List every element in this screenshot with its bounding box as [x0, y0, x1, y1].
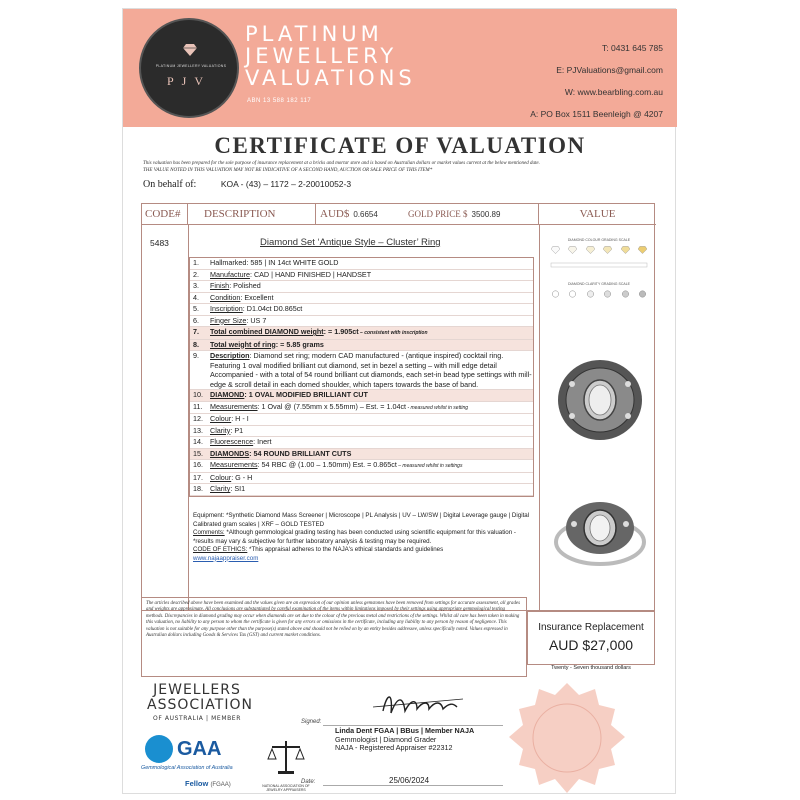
- disclaimer: [143, 160, 663, 174]
- abn-number: ABN 13 588 182 117: [247, 98, 312, 104]
- signed-label: Signed:: [301, 719, 322, 725]
- assoc-line: OF AUSTRALIA | MEMBER: [153, 715, 241, 722]
- pjv-logo: [139, 18, 239, 118]
- logo-text: PLATINUM JEWELLERY VALUATIONS: [155, 64, 227, 68]
- grader-details: [335, 727, 474, 753]
- gold-label: GOLD PRICE $: [408, 209, 468, 219]
- diamond-icon: [183, 44, 197, 56]
- assoc-line: ASSOCIATION: [147, 697, 253, 713]
- grading-scales: [549, 238, 649, 323]
- website: W: www.bearbling.com.au: [564, 87, 663, 97]
- diamond-icon: [586, 290, 595, 298]
- date-line: [323, 785, 503, 786]
- naja-caption: NATIONAL ASSOCIATION OF JEWELRY APPRAISERS: [262, 784, 310, 792]
- list-item: 17. Colour: G - H: [190, 473, 533, 485]
- diamond-icon: [551, 246, 560, 254]
- behalf-label: On behalf of:: [143, 179, 197, 190]
- assoc-line: JEWELLERS: [153, 682, 241, 698]
- email: E: PJValuations@gmail.com: [556, 65, 663, 75]
- list-item: 4. Condition: Excellent: [190, 293, 533, 305]
- list-item: 9. Description: Diamond set ring; modern CAD manufactured - (antique inspired) cocktail ring. Featuring 1 oval modified brilliant cut diamond, set in bezel a setting – with mill edge detail Accompanied - with a total of 54 round brilliant cut diamonds, each set-in bead type settings with mill-edge & scroll detail in each domed shoulder, which tapers towards the base of band.: [190, 351, 533, 390]
- list-item: 18. Clarity: SI1: [190, 484, 533, 496]
- col-gold-price: [404, 204, 539, 225]
- comments: Comments: *Although gemmological grading testing has been conducted using scientific equipment for this valuation - *results may vary & subjective for further laboratory analysis & testing may be required.: [193, 529, 516, 545]
- insurance-box: [527, 611, 655, 665]
- diamond-icon: [638, 246, 647, 254]
- insurance-label: Insurance Replacement: [538, 622, 644, 633]
- behalf-ref: KOA - (43) – 1172 – 2-20010052-3: [220, 179, 352, 189]
- equipment-notes: [193, 512, 533, 563]
- code-of-ethics: CODE OF ETHICS: *This appraisal adheres to the NAJA's ethical standards and guidelines: [193, 546, 444, 553]
- diamond-icon: [586, 246, 595, 254]
- insurance-words: Twenty - Seven thousand dollars: [551, 665, 631, 671]
- brand-name: [245, 23, 416, 89]
- diamond-icon: [638, 290, 647, 298]
- diamond-icon: [568, 290, 577, 298]
- brand-line: VALUATIONS: [245, 66, 416, 90]
- jewellers-association-logo: [147, 682, 253, 722]
- item-code: 5483: [150, 238, 169, 248]
- on-behalf-of: [143, 179, 351, 190]
- col-aud: [316, 204, 404, 225]
- column-divider: [539, 225, 540, 611]
- grader-role: Gemmologist | Diamond Grader: [335, 734, 437, 744]
- list-item: 5. Inscription: D1.04ct D0.865ct: [190, 304, 533, 316]
- valuation-table: [141, 203, 655, 611]
- signature: [313, 687, 483, 721]
- date-label: Date:: [301, 779, 316, 785]
- list-item: 8. Total weight of ring: = 5.85 grams: [190, 340, 533, 352]
- date-value: 25/06/2024: [389, 776, 430, 785]
- header-banner: [123, 9, 677, 127]
- gold-value: 3500.89: [471, 210, 501, 219]
- diamond-icon: [568, 246, 577, 254]
- scale-bar: [549, 261, 649, 271]
- ring-photo-top: [554, 354, 646, 446]
- contact-block: [530, 37, 663, 125]
- diamond-icon: [603, 290, 612, 298]
- brand-line: PLATINUM: [245, 22, 383, 46]
- certificate-page: [122, 8, 676, 794]
- equipment-line: Equipment: *Synthetic Diamond Mass Screener | Microscope | PL Analysis | UV – LW/SW | Digital Leverage gauge | Digital Calibrated gram scales | XRF – GOLD TESTED: [193, 512, 530, 528]
- pjv-seal-stamp: [507, 681, 627, 797]
- list-item: 3. Finish: Polished: [190, 281, 533, 293]
- gaa-emblem-icon: [145, 735, 173, 763]
- list-item: 2. Manufacture: CAD | HAND FINISHED | HANDSET: [190, 270, 533, 282]
- list-item: 7. Total combined DIAMOND weight: = 1.905ct – consistent with inscription: [190, 327, 533, 340]
- list-item: 14. Fluorescence: Inert: [190, 437, 533, 449]
- colour-scale: [551, 246, 647, 254]
- naja-link[interactable]: www.najaappraiser.com: [193, 554, 259, 562]
- col-description: DESCRIPTION: [188, 204, 316, 225]
- list-item: 16. Measurements: 54 RBC @ (1.00 – 1.50mm) Est. = 0.865ct – measured whilst in settings: [190, 460, 533, 473]
- diamond-icon: [621, 246, 630, 254]
- diamond-icon: [603, 246, 612, 254]
- scales-icon: [266, 737, 306, 777]
- description-list: [189, 257, 534, 497]
- ring-photo-side: [554, 494, 646, 586]
- col-value: VALUE: [539, 204, 656, 225]
- grader-name: Linda Dent FGAA | BBus | Member NAJA: [335, 726, 475, 735]
- address: A: PO Box 1511 Beenleigh @ 4207: [530, 109, 663, 119]
- diamond-icon: [621, 290, 630, 298]
- list-item: 15. DIAMONDS: 54 ROUND BRILLIANT CUTS: [190, 449, 533, 461]
- brand-line: JEWELLERY: [245, 44, 398, 68]
- insurance-amount: AUD $27,000: [548, 637, 634, 653]
- list-item: 10. DIAMOND: 1 OVAL MODIFIED BRILLIANT CUT: [190, 390, 533, 402]
- disclaimer-line: THE VALUE NOTED IN THIS VALUATION MAY NOT BE INDICATIVE OF A SECOND HAND, AUCTION OR SALE PRICE OF THIS ITEM*: [143, 168, 433, 173]
- item-title: Diamond Set ‘Antique Style – Cluster’ Ring: [260, 237, 441, 248]
- terms-text: The articles described above have been examined and the values given are an expression of our opinion unless gemstones have been removed from settings for accurate assessment, all grades and weights are approximate. All conclusions are substantiated by careful examination of the items within limitations imposed by their settings using appropriate gemmological testing methods. Discrepancies in diamond grading may occur when diamonds are set due to the colour of the precious metal and restrictions of the settings. Whilst all care has been taken in making this valuation, no liability to any person to whom the certificate is given for any errors or omissions in the certificate, including any liability to any person by reason of negligence. This valuation is not suitable for any purpose other than the purpose(s) stated above and should not be relied on by an entity besides addressee, unless specifically noted. Values expressed in Australian dollars including Goods & Services Tax (GST) and current market conditions.: [141, 597, 527, 677]
- diamond-icon: [551, 290, 560, 298]
- phone: T: 0431 645 785: [602, 43, 663, 53]
- list-item: 12. Colour: H - I: [190, 414, 533, 426]
- aud-label: AUD$: [320, 208, 350, 220]
- gaa-subtitle: Gemmological Association of Australia: [141, 765, 233, 771]
- list-item: 13. Clarity: P1: [190, 426, 533, 438]
- list-item: 1. Hallmarked: 585 | IN 14ct WHITE GOLD: [190, 258, 533, 270]
- page-title: CERTIFICATE OF VALUATION: [214, 133, 586, 158]
- aud-value: 0.6654: [353, 210, 378, 219]
- list-item: 11. Measurements: 1 Oval @ (7.55mm x 5.55mm) – Est. = 1.04ct - measured whilst in setting: [190, 402, 533, 415]
- colour-scale-title: DIAMOND COLOUR GRADING SCALE: [567, 238, 631, 242]
- naja-logo: [261, 737, 311, 795]
- logo-mark: PJV: [166, 74, 211, 88]
- grader-registration: NAJA - Registered Appraiser #22312: [335, 743, 453, 753]
- gaa-word: GAA: [177, 738, 222, 760]
- list-item: 6. Finger Size: US 7: [190, 316, 533, 328]
- clarity-scale-title: DIAMOND CLARITY GRADING SCALE: [568, 282, 630, 286]
- clarity-scale: [551, 290, 647, 298]
- disclaimer-line: This valuation has been prepared for the sole purpose of insurance replacement at a bricks and mortar store and is based on Australian dollars or market values current at the below mentioned date.: [143, 161, 540, 166]
- col-code: CODE#: [142, 204, 188, 225]
- gaa-fellow: Fellow (FGAA): [185, 779, 231, 788]
- gaa-logo: [141, 735, 259, 795]
